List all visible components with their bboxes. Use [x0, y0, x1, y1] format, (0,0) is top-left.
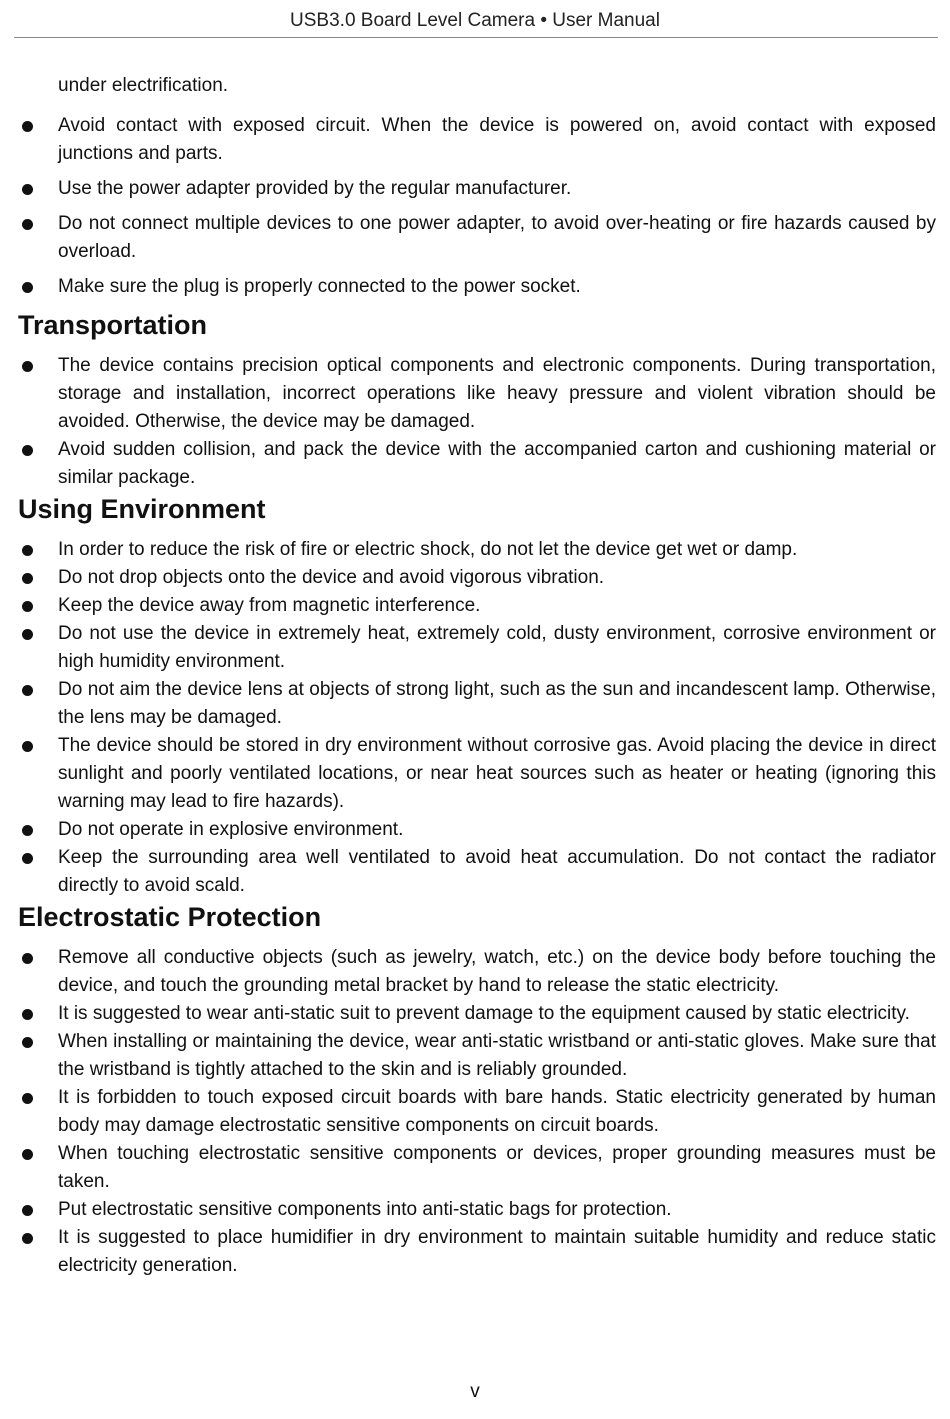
- list-item: The device contains precision optical components and electronic components. During transportation, storage and installation, incorrect operations like heavy pressure and violent vibration should be avoided. Otherwise, the device may be damaged.: [18, 352, 936, 436]
- bullet-icon: [22, 1037, 33, 1048]
- bullet-icon: [22, 1205, 33, 1216]
- list-item: Do not operate in explosive environment.: [18, 816, 936, 844]
- bullet-icon: [22, 573, 33, 584]
- bullet-icon: [22, 1149, 33, 1160]
- list-item: The device should be stored in dry environment without corrosive gas. Avoid placing the device in direct sunlight and poorly ventilated locations, or near heat sources such as heater or heating (ignoring this warning may lead to fire hazards).: [18, 732, 936, 816]
- section-title-transportation: Transportation: [18, 310, 208, 340]
- page-number: v: [470, 1381, 480, 1402]
- list-item: Avoid sudden collision, and pack the device with the accompanied carton and cushioning material or similar package.: [18, 436, 936, 492]
- bullet-icon: [22, 184, 33, 195]
- bullet-icon: [22, 629, 33, 640]
- transportation-list: [18, 352, 936, 492]
- bullet-icon: [22, 853, 33, 864]
- section-title-electrostatic-protection: Electrostatic Protection: [18, 902, 322, 932]
- list-item: Do not connect multiple devices to one power adapter, to avoid over-heating or fire hazards caused by overload.: [18, 210, 936, 266]
- using-environment-list: [18, 536, 936, 900]
- section-title-using-environment: Using Environment: [18, 494, 266, 524]
- continuation-text: under electrification.: [58, 75, 229, 96]
- list-item: Do not use the device in extremely heat, extremely cold, dusty environment, corrosive environment or high humidity environment.: [18, 620, 936, 676]
- list-item: Keep the surrounding area well ventilated to avoid heat accumulation. Do not contact the radiator directly to avoid scald.: [18, 844, 936, 900]
- intro-list: [18, 112, 936, 301]
- bullet-icon: [22, 219, 33, 230]
- bullet-icon: [22, 741, 33, 752]
- list-item: Do not drop objects onto the device and avoid vigorous vibration.: [18, 564, 936, 592]
- running-header: USB3.0 Board Level Camera • User Manual: [290, 10, 660, 31]
- list-item: Put electrostatic sensitive components into anti-static bags for protection.: [18, 1196, 936, 1224]
- bullet-icon: [22, 601, 33, 612]
- bullet-icon: [22, 825, 33, 836]
- bullet-icon: [22, 1233, 33, 1244]
- list-item: It is suggested to place humidifier in dry environment to maintain suitable humidity and reduce static electricity generation.: [18, 1224, 936, 1280]
- header-rule: [14, 37, 938, 38]
- list-item: In order to reduce the risk of fire or electric shock, do not let the device get wet or damp.: [18, 536, 936, 564]
- bullet-icon: [22, 121, 33, 132]
- bullet-icon: [22, 1009, 33, 1020]
- bullet-icon: [22, 1093, 33, 1104]
- bullet-icon: [22, 685, 33, 696]
- list-item: It is forbidden to touch exposed circuit boards with bare hands. Static electricity generated by human body may damage electrostatic sensitive components on circuit boards.: [18, 1084, 936, 1140]
- bullet-icon: [22, 361, 33, 372]
- list-item: Avoid contact with exposed circuit. When the device is powered on, avoid contact with exposed junctions and parts.: [18, 112, 936, 168]
- list-item: It is suggested to wear anti-static suit to prevent damage to the equipment caused by static electricity.: [18, 1000, 936, 1028]
- electrostatic-protection-list: [18, 944, 936, 1280]
- page-content: [18, 72, 936, 1280]
- bullet-icon: [22, 445, 33, 456]
- bullet-icon: [22, 953, 33, 964]
- list-item: Use the power adapter provided by the regular manufacturer.: [18, 175, 936, 203]
- list-item: When installing or maintaining the device, wear anti-static wristband or anti-static gloves. Make sure that the wristband is tightly attached to the skin and is reliably grounded.: [18, 1028, 936, 1084]
- list-item: Remove all conductive objects (such as jewelry, watch, etc.) on the device body before touching the device, and touch the grounding metal bracket by hand to release the static electricity.: [18, 944, 936, 1000]
- list-item: When touching electrostatic sensitive components or devices, proper grounding measures must be taken.: [18, 1140, 936, 1196]
- list-item: Keep the device away from magnetic interference.: [18, 592, 936, 620]
- list-item: Do not aim the device lens at objects of strong light, such as the sun and incandescent lamp. Otherwise, the lens may be damaged.: [18, 676, 936, 732]
- list-item: Make sure the plug is properly connected to the power socket.: [18, 273, 936, 301]
- bullet-icon: [22, 545, 33, 556]
- bullet-icon: [22, 282, 33, 293]
